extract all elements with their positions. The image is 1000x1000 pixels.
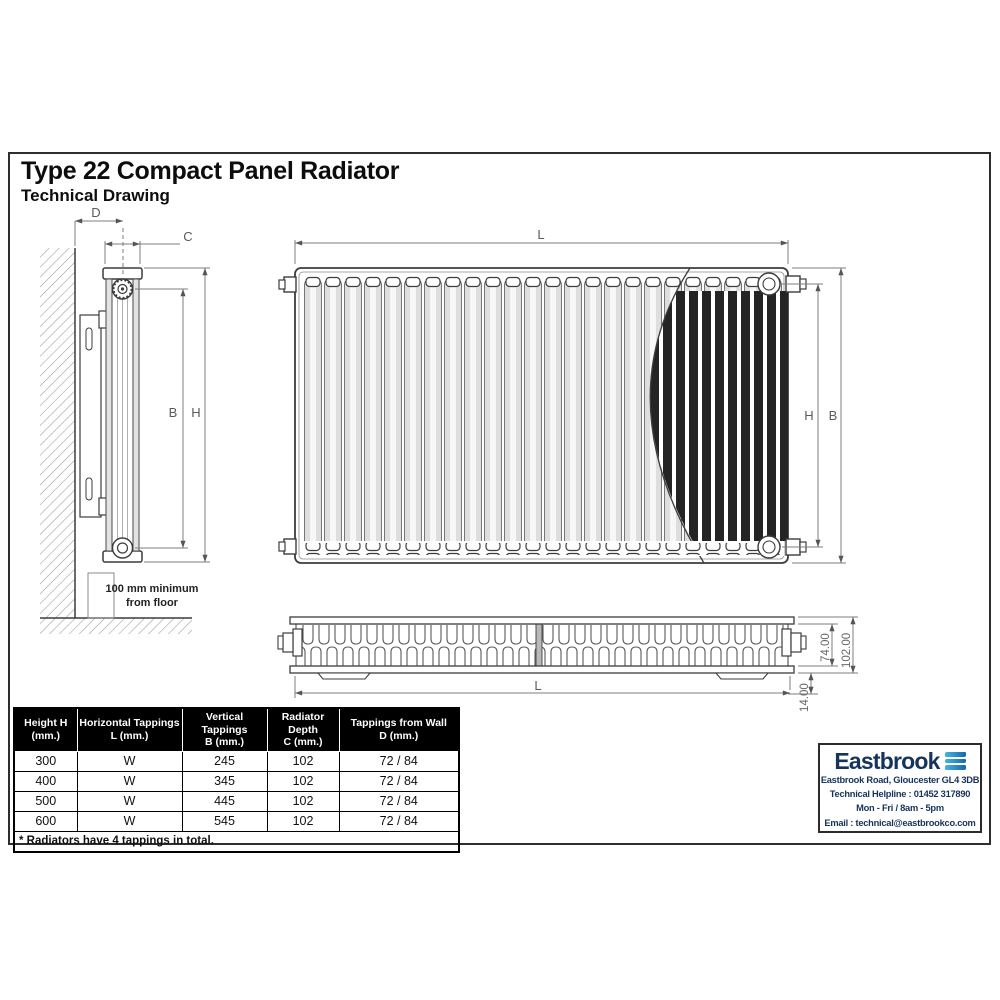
dim-label-c: C	[183, 229, 193, 244]
cell-wall: 72 / 84	[339, 791, 459, 811]
cell-vertical: 545	[182, 811, 267, 831]
page-title: Type 22 Compact Panel Radiator	[21, 157, 400, 185]
cell-vertical: 345	[182, 771, 267, 791]
table-header-row	[14, 708, 459, 751]
dim-label-l-front: L	[537, 227, 545, 242]
dim-label-b-front: B	[828, 408, 838, 423]
cell-height: 600	[14, 811, 77, 831]
dim-label-h-side: H	[191, 405, 201, 420]
col-header-vertical-tappings: Vertical Tappings B (mm.)	[182, 708, 267, 751]
dim-label-14: 14.00	[799, 683, 811, 712]
col-header-tappings-from-wall: Tappings from Wall D (mm.)	[339, 708, 459, 751]
cell-height: 300	[14, 751, 77, 771]
brand-email: Email : technical@eastbrookco.com	[824, 817, 976, 828]
top-grille-slots	[303, 276, 783, 288]
foot-bracket-right	[716, 673, 768, 679]
dim-label-102: 102.00	[841, 632, 853, 668]
brand-logo	[820, 749, 980, 773]
cell-horizontal: W	[77, 771, 182, 791]
dim-label-d: D	[91, 205, 101, 220]
table-row	[14, 771, 459, 791]
floor-clearance-note-line2: from floor	[126, 597, 178, 609]
brand-address: Eastbrook Road, Gloucester GL4 3DB	[820, 775, 980, 785]
cell-vertical: 245	[182, 751, 267, 771]
cell-depth: 102	[267, 811, 339, 831]
table-row	[14, 791, 459, 811]
col-header-radiator-depth: Radiator Depth C (mm.)	[267, 708, 339, 751]
dimensions-table	[13, 707, 460, 853]
col-header-horizontal-tappings: Horizontal Tappings L (mm.)	[77, 708, 182, 751]
dim-label-l-top: L	[534, 678, 542, 693]
col-header-height: Height H (mm.)	[14, 708, 77, 751]
table-footnote-row	[14, 831, 459, 852]
cell-horizontal: W	[77, 791, 182, 811]
cell-height: 500	[14, 791, 77, 811]
dim-label-74: 74.00	[820, 633, 832, 662]
cell-wall: 72 / 84	[339, 811, 459, 831]
cell-depth: 102	[267, 751, 339, 771]
brand-box	[818, 743, 982, 833]
dim-label-b-side: B	[168, 405, 178, 420]
wall-section	[40, 248, 192, 634]
radiator-side-profile	[103, 268, 142, 562]
side-view-drawing	[20, 205, 225, 650]
bottom-grille-slots	[303, 543, 783, 555]
cell-horizontal: W	[77, 811, 182, 831]
cell-depth: 102	[267, 771, 339, 791]
table-row	[14, 751, 459, 771]
table-footnote: * Radiators have 4 tappings in total.	[14, 831, 459, 852]
brand-helpline: Technical Helpline : 01452 317890	[829, 789, 971, 800]
radiator-front-panel	[295, 268, 788, 563]
brand-name: Eastbrook	[834, 747, 940, 774]
table-row	[14, 811, 459, 831]
front-view-drawing	[275, 225, 875, 590]
cell-wall: 72 / 84	[339, 751, 459, 771]
brand-hours: Mon - Fri / 8am - 5pm	[856, 803, 944, 814]
cell-horizontal: W	[77, 751, 182, 771]
cell-height: 400	[14, 771, 77, 791]
top-view-drawing	[275, 595, 875, 715]
foot-bracket-left	[318, 673, 370, 679]
cell-wall: 72 / 84	[339, 771, 459, 791]
cell-vertical: 445	[182, 791, 267, 811]
dim-label-h-front: H	[804, 408, 814, 423]
radiator-plan-body	[278, 617, 806, 679]
eastbrook-logo-icon	[945, 752, 966, 770]
page-subtitle: Technical Drawing	[21, 186, 170, 205]
floor-clearance-note-line1: 100 mm minimum	[105, 583, 199, 595]
cell-depth: 102	[267, 791, 339, 811]
